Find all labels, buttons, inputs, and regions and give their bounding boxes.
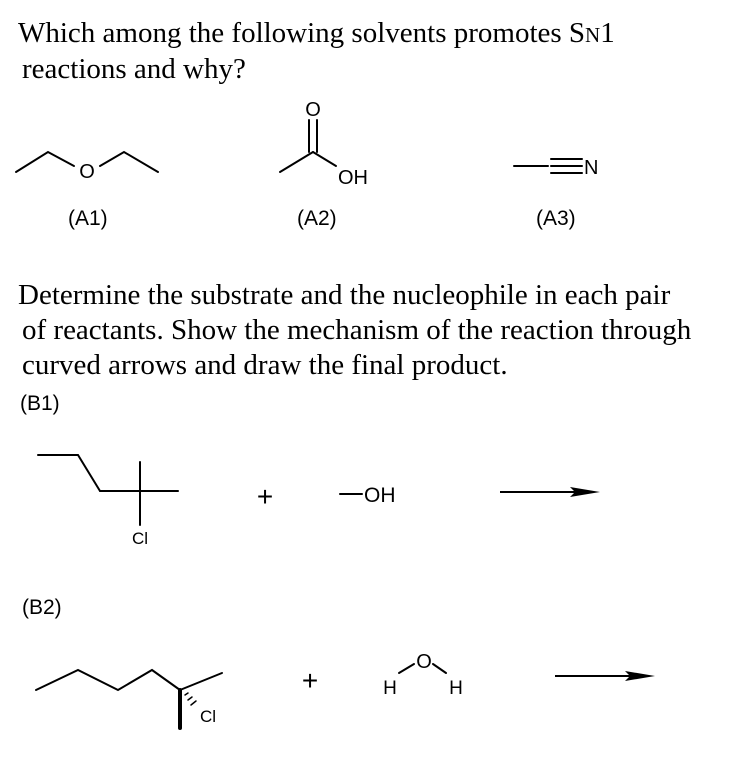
reaction-label-b1: (B1) xyxy=(20,392,60,415)
question-1-line-2: reactions and why? xyxy=(22,53,246,85)
structure-acetic-acid xyxy=(280,120,336,172)
reaction-arrow-b2 xyxy=(555,671,655,681)
carbonyl-oxygen-label: O xyxy=(305,99,321,121)
hydroxide-label: OH xyxy=(364,484,396,507)
reaction-arrow-b1 xyxy=(500,487,600,497)
reaction-label-b2: (B2) xyxy=(22,596,62,619)
b1-plus-sign: + xyxy=(256,481,274,512)
question-1-line-1: Which among the following solvents promotes SN1 xyxy=(18,17,615,49)
sn1-subscript: N xyxy=(585,23,601,47)
water-hydrogen-right: H xyxy=(449,678,463,699)
question-2-line-2: of reactants. Show the mechanism of the reaction through xyxy=(22,314,692,346)
water-hydrogen-left: H xyxy=(383,678,397,699)
ether-oxygen-label: O xyxy=(79,161,95,183)
question-2-line-1: Determine the substrate and the nucleophile in each pair xyxy=(18,279,671,311)
structure-b1-alkyl-chloride xyxy=(38,455,178,525)
b1-chlorine-label: Cl xyxy=(131,529,149,548)
structure-acetonitrile xyxy=(514,159,582,173)
b2-plus-sign: + xyxy=(301,665,319,696)
hydroxyl-label: OH xyxy=(338,167,368,189)
water-oxygen-label: O xyxy=(416,651,432,673)
solvent-label-a2: (A2) xyxy=(297,207,337,230)
solvent-label-a3: (A3) xyxy=(536,207,576,230)
nitrile-nitrogen-label: N xyxy=(584,157,599,179)
question-2-line-3: curved arrows and draw the final product. xyxy=(22,349,508,381)
structure-b2-chiral-chloride xyxy=(36,670,222,728)
b2-chlorine-label: Cl xyxy=(200,707,217,726)
solvent-label-a1: (A1) xyxy=(68,207,108,230)
